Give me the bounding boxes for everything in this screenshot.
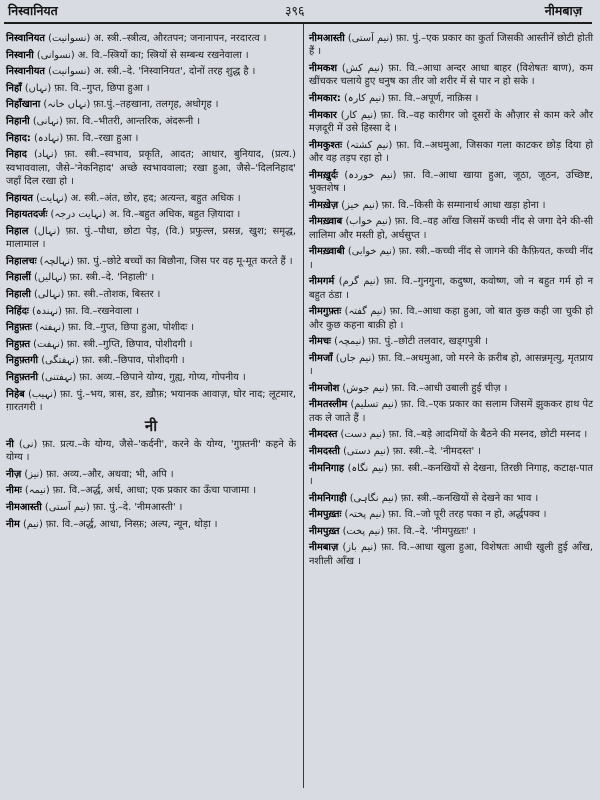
headword: निस्वानीयत [6,66,46,78]
headword: नीमगर्म [309,276,335,288]
definition: (نیم آستی) फ़ा. पुं.–एक प्रकार का कुर्ता जिसकी आस्तीनें छोटी होती हैं । [309,33,594,58]
headword: निहाद: [6,132,31,144]
dictionary-entry [6,192,296,205]
definition: (نہفتہ) फ़ा. वि.–गुप्त, छिपा हुआ, पोशीदः । [32,322,195,334]
dictionary-entry [309,169,593,196]
headword: निहाद [6,149,27,161]
dictionary-entry [6,82,296,95]
definition: (نسوانیت) अ. स्त्री.–दे. 'निस्वानियत', दोनों तरह शुद्ध है । [45,66,256,78]
headword: नीमकुश्तः [309,139,343,151]
dictionary-entry [309,305,593,332]
definition: (نہاد) फ़ा. स्त्री.–स्वभाव, प्रकृति, आदत; आधार, बुनियाद, (प्रत्य.) स्वभाववाला, जैसे–'नेकनिहाद' अच्छे स्वभाववाला; रखा हुआ, जैसे–'दिलनिहाद' जहाँ दिल रखा हो । [6,149,296,187]
dictionary-entry [309,398,593,425]
headword: नीमकार: [309,93,341,104]
dictionary-entry [309,445,593,458]
dictionary-entry [6,271,296,284]
headword: निहुफ़्त [6,338,31,350]
headword: नीमख़्वाब [309,216,343,228]
definition: (نیم خوردہ) फ़ा. वि.–आधा खाया हुआ, जूठा, जूठन, उच्छिष्ट, भुक्तशेष । [309,169,593,194]
definition: (نہانی) फ़ा. वि.–भीतरी, आन्तरिक, अंदरूनी । [29,115,201,127]
headword: नीमआस्ती [6,501,42,513]
headword: निहुफ़्तगी [6,355,39,367]
dictionary-entry [309,215,593,242]
definition: (نہایت درجہ) अ. वि.–बहुत अधिक, बहुत ज़ियादा । [47,209,241,221]
definition: (نیم خواب) फ़ा. वि.–वह आँख जिसमें कच्ची नींद से जगा देने की-सी लालिमा और मस्ती हो, अर्धसुप्त । [309,216,593,241]
definition: (نیم) फ़ा. वि.–अर्द्ध, आधा, निस्फ़; अल्प, न्यून, थोड़ा । [19,518,218,530]
headword: नीज़ [6,468,22,480]
definition: (نیم گفتہ) फ़ा. वि.–आधा कहा हुआ, जो बात कुछ कही जा चुकी हो और कुछ कहना बाक़ी हो । [309,306,594,331]
headword: निहुफ़्तः [6,322,33,334]
headword: नीमकश [309,63,338,74]
headword: नीमख़ुर्दः [309,169,339,181]
left-column [6,32,296,534]
dictionary-entry [309,525,593,538]
headword: नीमकार [309,109,337,121]
definition: (نہندہ) फ़ा. वि.–रखनेवाला । [28,305,139,317]
definition: (نہالچہ) फ़ा. पुं.–छोटे बच्चों का बिछौना, जिस पर वह मू-मूत करते हैं । [36,255,293,267]
headword: नी [6,438,14,450]
definition: (نیمہ) फ़ा. वि.–अर्द्ध, अर्ध, आधा; एक प्रकार का ऊँचा पाजामा । [21,485,257,497]
dictionary-entry [6,305,296,318]
definition: (نیم پختہ) फ़ा. वि.–जो पूरी तरह पका न हो, अर्द्धपक्व । [341,509,547,521]
definition: (نیم خوابی) फ़ा. स्त्री.–कच्ची नींद से जागने की कैफ़ियत, कच्ची नींद । [309,246,593,271]
headword: नीमदस्त [309,429,338,441]
dictionary-entry [6,98,296,111]
definition: (نیم دستی) फ़ा. स्त्री.–दे. 'नीमदस्त' । [339,445,482,457]
definition: (نہادہ) फ़ा. वि.–रखा हुआ । [30,132,139,144]
headword: निहेब [6,388,25,400]
dictionary-entry [309,275,593,302]
dictionary-entry [309,139,593,166]
definition: (نیم باز) फ़ा. वि.–आधा खुला हुआ, विशेषतः आधी खुली हुई आँख, नशीली आँख । [309,542,594,567]
definition: (نیم تسلیم) फ़ा. वि.–एक प्रकार का सलाम जिसमें झुककर हाथ पेट तक ले जाते हैं । [309,399,594,424]
headword: नीम [6,518,20,530]
dictionary-entry [6,388,296,415]
dictionary-entry [6,49,296,62]
definition: (نہایت) अ. स्त्री.–अंत, छोर, हद; अत्यन्त, बहुत अधिक । [32,192,241,204]
headword: नीमनिगाह [309,462,345,474]
dictionary-entry [6,132,296,145]
definition: (نیم نگاہ) फ़ा. स्त्री.–कनखियों से देखना, तिरछी निगाह, कटाक्ष-पात । [309,462,593,487]
headword: नीमदस्ती [309,445,340,457]
definition: (نہالی) फ़ा. स्त्री.–तोशक, बिस्तर । [30,288,161,300]
dictionary-entry [6,65,296,78]
section-heading: नी [144,417,158,436]
dictionary-entry [309,382,593,395]
headword: नीमः [6,485,22,497]
dictionary-entry [6,371,296,384]
dictionary-entry [6,225,296,252]
dictionary-entry [309,335,593,348]
dictionary-entry [309,109,593,136]
headword: नीमजाँ [309,352,333,364]
dictionary-entry [6,255,296,268]
dictionary-entry [6,32,296,45]
dictionary-entry [6,518,296,531]
definition: (نہفت) फ़ा. स्त्री.–गुप्ति, छिपाव, पोशीदगी । [30,338,193,350]
definition: (نیم گرم) फ़ा. वि.–गुनगुना, कदुष्ण, कवोष्ण, जो न बहुत गर्म हो न बहुत ठंडा । [309,276,594,301]
dictionary-entry [6,501,296,514]
definition: (نیم خیز) फ़ा. वि.–किसी के सम्मानार्थ आधा खड़ा होना । [338,199,546,211]
definition: (نہاں) फ़ा. वि.–गुप्त, छिपा हुआ । [21,82,150,94]
definition: (نسوانی) अ. वि.–स्त्रियों का; स्त्रियों से सम्बन्ध रखनेवाला । [33,49,249,61]
running-head-left: निस्वानियत [8,3,58,18]
dictionary-entry [6,354,296,367]
dictionary-entry [6,468,296,481]
definition: (نیم کارہ) फ़ा. वि.–अपूर्ण, नाक़िस । [340,93,479,104]
definition: (نیم جوش) फ़ा. वि.–आधी उबाली हुई चीज़ । [339,382,508,394]
dictionary-entry [6,484,296,497]
dictionary-entry [6,321,296,334]
definition: (نہاں خانہ) फ़ा.पुं.–तहखाना, तलगृह, अधोगृह । [40,99,219,111]
headword: निहायत [6,192,33,204]
headword: नीमनिगाही [309,492,347,504]
definition: (نیمچہ) फ़ा. पुं.–छोटी तलवार, खड्गपुत्री । [331,336,488,348]
dictionary-entry [6,288,296,301]
definition: (نیم کشتہ) फ़ा. वि.–अधमुआ, जिसका गला काटकर छोड़ दिया हो और वह तड़प रहा हो । [309,139,594,164]
headword: नीमबाज़ [309,542,339,554]
dictionary-entry [309,199,593,212]
definition: (نیم کش) फ़ा. वि.–आधा अन्दर आधा बाहर (विशेषतः बाण), कम खींचकर चलाये हुए धनुष का तीर जो शरीर में से पार न हो सके । [309,63,593,88]
definition: (نیم نگاہی) फ़ा. स्त्री.–कनखियों से देखने का भाव । [346,492,539,504]
headword: नीमपुख़्तः [309,509,342,521]
headword: नीमतस्लीम [309,399,348,411]
dictionary-entry [6,208,296,221]
definition: (نہفتگی) फ़ा. स्त्री.–छिपाव, पोशीदगी । [38,355,185,367]
dictionary-entry [6,148,296,188]
definition: (نیم جاں) फ़ा. वि.–अधमुआ, जो मरने के क़रीब हो, आसन्नमृत्यु, मृतप्राय । [309,352,594,378]
running-head-right: नीमबाज़ [544,3,582,18]
headword: नीमजोश [309,382,340,394]
headword: निहालीं [6,272,31,284]
headword: नीमगुफ़्तः [309,306,342,318]
headword: निहाँखाना [6,99,41,111]
headword: नीमआस्ती [309,33,345,44]
definition: (نیم دست) फ़ा. वि.–बड़े आदमियों के बैठने की मस्नद, छोटी मस्नद । [337,429,588,441]
definition: (نہالیں) फ़ा. स्त्री.–दे. 'निहाली' । [30,272,155,284]
dictionary-entry [6,338,296,351]
dictionary-entry [309,62,593,89]
definition: (نیم کار) फ़ा. वि.–वह कारीगर जो दूसरों के औज़ार से काम करे और मज़दूरी में उसे हिस्सा दे । [309,109,593,134]
headword: निहुफ़्तनी [6,371,39,383]
dictionary-entry [309,428,593,441]
header-rule [4,22,592,24]
page-number: ३९६ [285,3,305,18]
dictionary-entry [6,115,296,128]
headword: निहाली [6,288,31,300]
headword: निहानी [6,115,30,127]
dictionary-entry [309,245,593,272]
headword: निहिंदः [6,305,29,317]
headword: निहाँ [6,82,22,94]
right-column [309,32,593,571]
headword: निहालचः [6,255,37,267]
dictionary-entry [309,508,593,521]
definition: (نیز) फ़ा. अव्य.–और, अथवा; भी, अपि । [21,468,174,480]
headword: नीमचः [309,336,332,348]
dictionary-entry [6,438,296,465]
headword: नीमख़ेज़ [309,199,339,211]
definition: (نیم آستی) फ़ा. पुं.–दे. 'नीमआस्ती' । [41,501,183,513]
dictionary-entry [309,32,593,59]
headword: निहायतदर्जः [6,209,48,221]
definition: (نسوانیت) अ. स्त्री.–स्त्रीत्व, औरतपन; जनानापन, नरदारत्व । [45,33,267,44]
definition: (نہفتنی) फ़ा. अव्य.–छिपाने योग्य, गुह्य, गोप्य, गोपनीय । [38,371,246,383]
dictionary-entry [309,352,593,379]
definition: (نیم پخت) फ़ा. वि.–दे. 'नीमपुख़्तः' । [339,525,476,537]
definition: (نہیب) फ़ा. पुं.–भय, त्रास, डर, ख़ौफ़; भयानक आवाज़, घोर नाद; लूटमार, ग़ारतगरी । [6,388,296,413]
headword: निहाल [6,225,29,237]
column-divider [303,24,304,788]
definition: (نہال) फ़ा. पुं.–पौधा, छोटा पेड़, (वि.) प्रफुल्ल, प्रसन्न, खुश; समृद्ध, मालामाल । [6,225,297,251]
dictionary-entry [309,492,593,505]
headword: नीमख़्वाबी [309,246,345,258]
headword: निस्वानी [6,49,34,61]
dictionary-entry [309,462,593,489]
headword: नीमपुख़्त [309,525,340,537]
dictionary-entry [309,92,593,105]
headword: निस्वानियत [6,33,46,44]
dictionary-entry [309,541,593,568]
definition: (نی) फ़ा. प्रत्य.–के योग्य, जैसे–'कर्दनी', करने के योग्य, 'गुफ़्तनी' कहने के योग्य । [6,438,296,464]
